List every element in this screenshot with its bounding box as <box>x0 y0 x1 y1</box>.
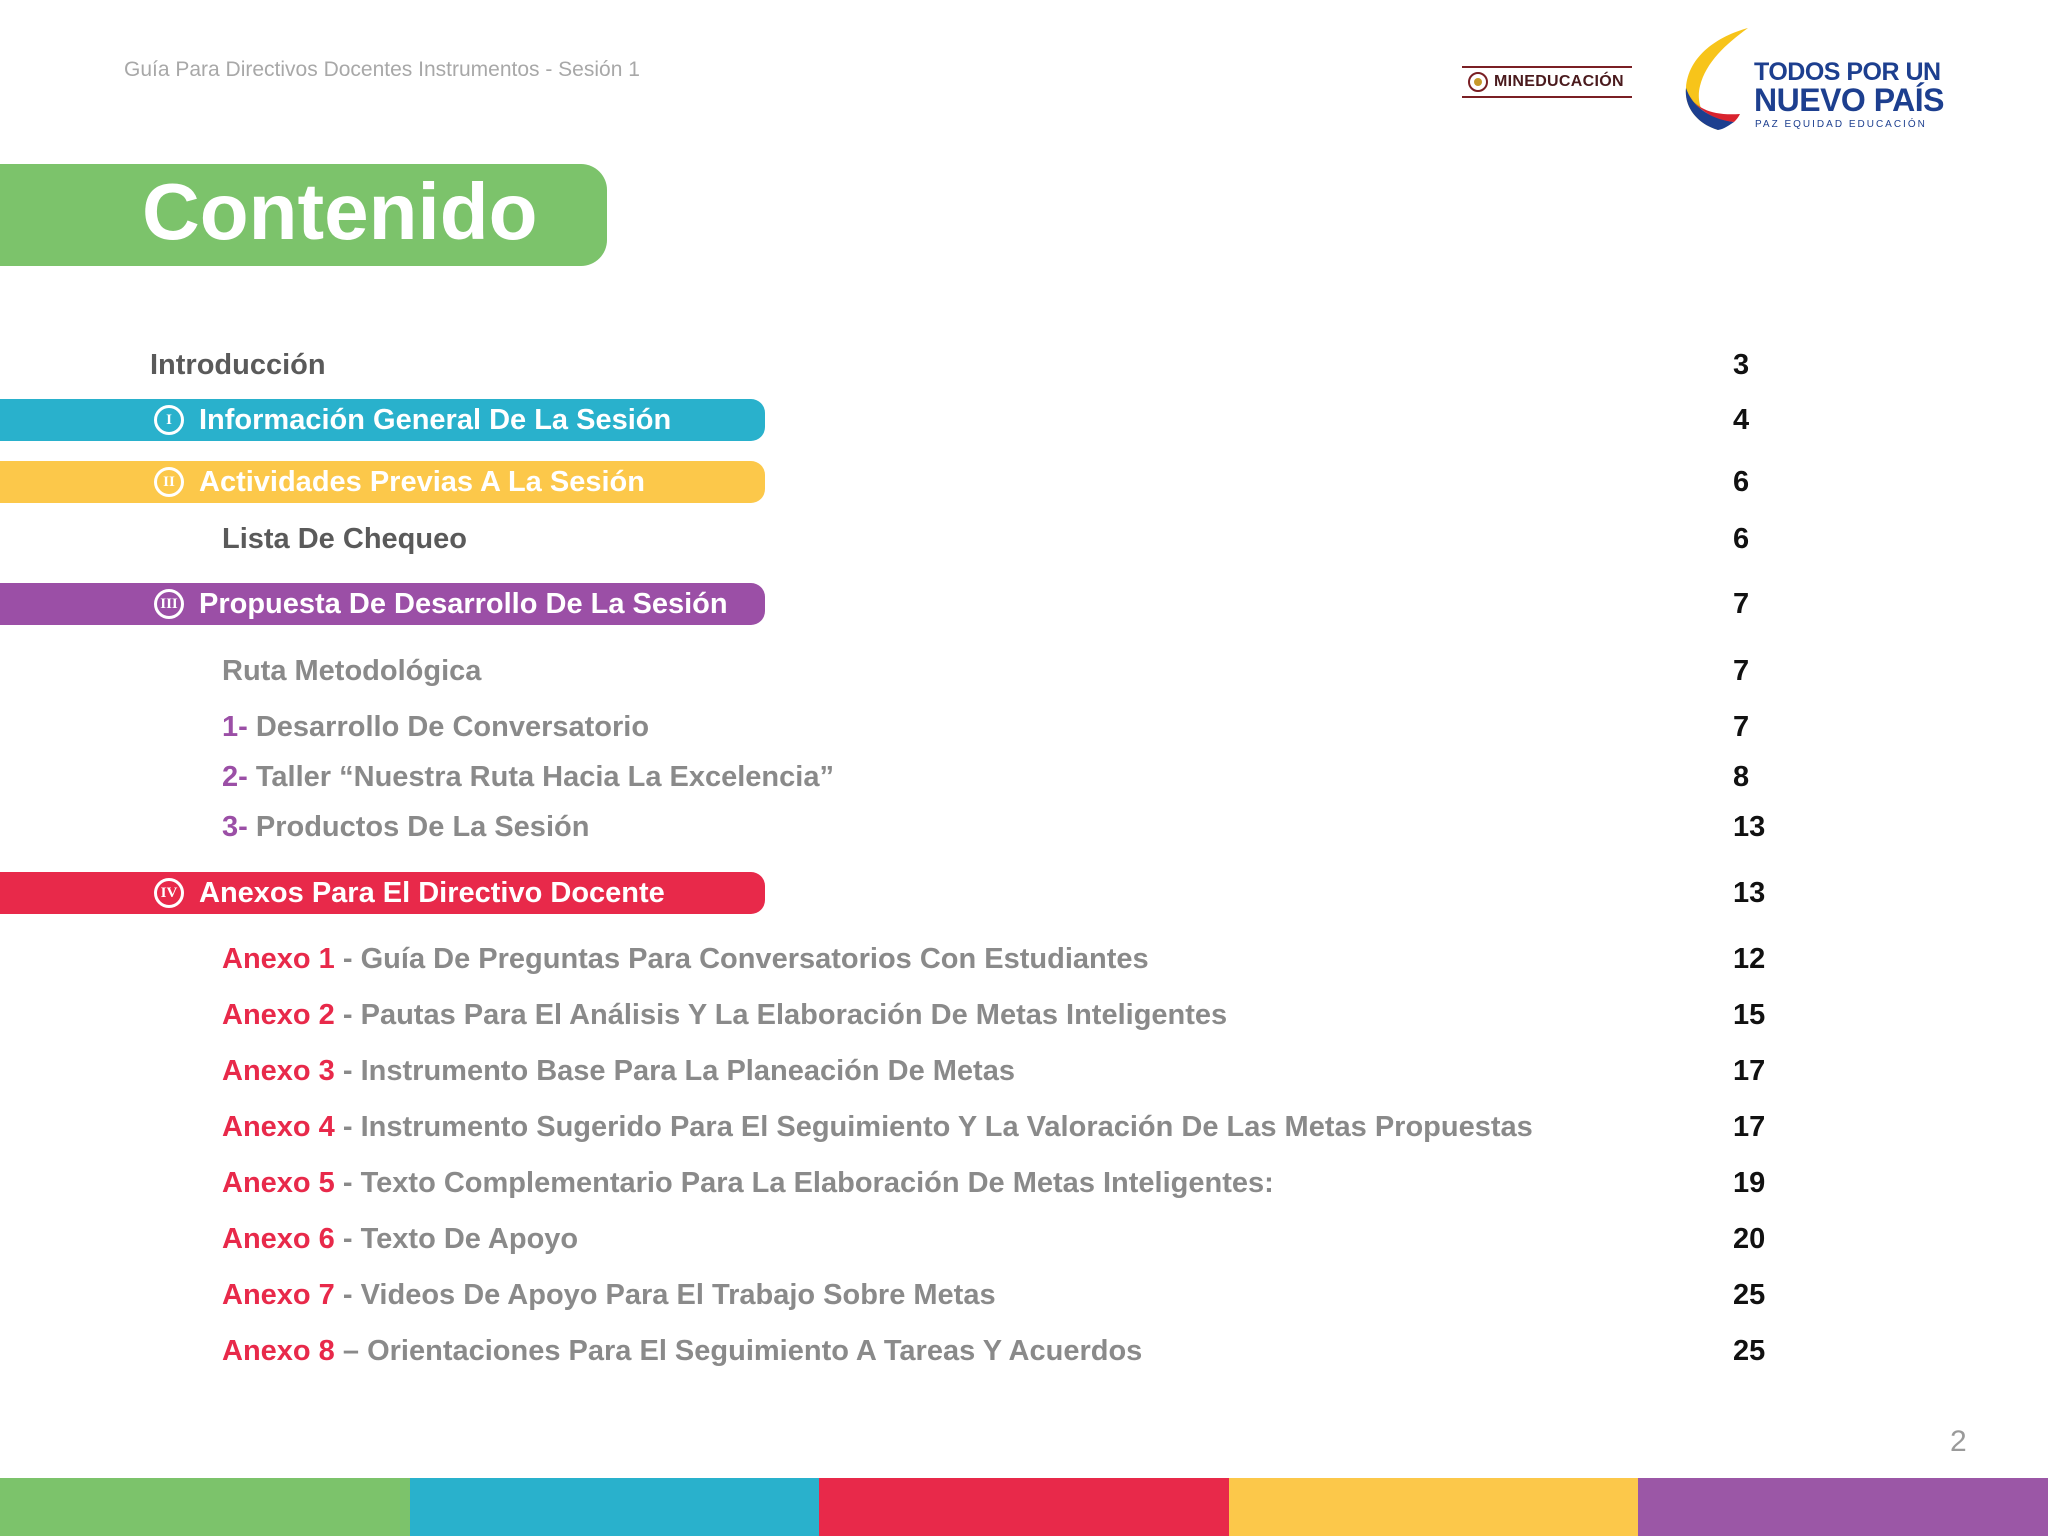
footer-strip-segment <box>410 1478 820 1536</box>
annex-separator: - <box>334 1111 361 1143</box>
toc-label: Propuesta De Desarrollo De La Sesión <box>199 588 728 620</box>
step-number: 1- <box>222 711 248 743</box>
footer-strip-segment <box>0 1478 410 1536</box>
toc-label: Pautas Para El Análisis Y La Elaboración De Metas Inteligentes <box>360 999 1228 1031</box>
annex-separator: - <box>334 1279 361 1311</box>
toc-page-number: 7 <box>1733 655 1750 687</box>
toc-page-number: 15 <box>1733 999 1766 1031</box>
logo-line-3: PAZ EQUIDAD EDUCACIÓN <box>1755 119 1927 130</box>
toc-page-number: 3 <box>1733 349 1750 381</box>
annex-name: Anexo 5 <box>222 1167 335 1199</box>
tricolor-swoosh-icon <box>1678 26 1758 136</box>
annex-name: Anexo 8 <box>222 1335 335 1367</box>
toc-label: Taller “Nuestra Ruta Hacia La Excelencia” <box>247 761 834 793</box>
annex-separator: - <box>334 999 361 1031</box>
roman-numeral-icon: I <box>154 405 184 435</box>
page-title: Contenido <box>142 167 538 256</box>
logo-line-1: TODOS POR UN <box>1754 58 1941 86</box>
annex-separator: - <box>334 1223 361 1255</box>
annex-name: Anexo 2 <box>222 999 335 1031</box>
toc-page-number: 20 <box>1733 1223 1766 1255</box>
toc-label: Introducción <box>150 349 326 381</box>
roman-numeral-icon: II <box>154 467 184 497</box>
toc-label: Instrumento Base Para La Planeación De Metas <box>360 1055 1015 1087</box>
annex-separator: – <box>334 1335 368 1367</box>
toc-label: Guía De Preguntas Para Conversatorios Con Estudiantes <box>360 943 1149 975</box>
toc-label: Lista De Chequeo <box>222 523 467 555</box>
toc-page-number: 6 <box>1733 466 1750 498</box>
logo-line-2: NUEVO PAÍS <box>1754 82 1944 118</box>
coat-of-arms-icon <box>1468 72 1488 92</box>
header-title: Guía Para Directivos Docentes Instrumentos - Sesión 1 <box>124 58 640 81</box>
toc-page-number: 17 <box>1733 1111 1766 1143</box>
toc-label: Ruta Metodológica <box>222 655 482 687</box>
toc-page-number: 25 <box>1733 1335 1766 1367</box>
mineducacion-logo-text: MINEDUCACIÓN <box>1494 73 1624 90</box>
roman-numeral-icon: IV <box>154 878 184 908</box>
annex-name: Anexo 3 <box>222 1055 335 1087</box>
toc-label: Texto De Apoyo <box>360 1223 579 1255</box>
toc-page-number: 12 <box>1733 943 1766 975</box>
annex-separator: - <box>334 1167 361 1199</box>
toc-page-number: 7 <box>1733 711 1750 743</box>
toc-label: Productos De La Sesión <box>247 811 590 843</box>
toc-page-number: 25 <box>1733 1279 1766 1311</box>
footer-color-strip <box>0 1478 2048 1536</box>
toc-label: Texto Complementario Para La Elaboración De Metas Inteligentes: <box>360 1167 1274 1199</box>
toc-label: Videos De Apoyo Para El Trabajo Sobre Metas <box>360 1279 996 1311</box>
mineducacion-logo <box>1462 66 1632 98</box>
toc-label: Información General De La Sesión <box>199 404 672 436</box>
step-number: 2- <box>222 761 248 793</box>
roman-numeral-icon: III <box>154 589 184 619</box>
toc-label: Actividades Previas A La Sesión <box>199 466 645 498</box>
step-number: 3- <box>222 811 248 843</box>
toc-page-number: 8 <box>1733 761 1750 793</box>
page-number: 2 <box>1950 1425 1967 1458</box>
annex-separator: - <box>334 943 361 975</box>
toc-page-number: 19 <box>1733 1167 1766 1199</box>
toc-label: Orientaciones Para El Seguimiento A Tareas Y Acuerdos <box>367 1335 1143 1367</box>
footer-strip-segment <box>1229 1478 1639 1536</box>
toc-label: Instrumento Sugerido Para El Seguimiento Y La Valoración De Las Metas Propuestas <box>360 1111 1533 1143</box>
toc-page-number: 6 <box>1733 523 1750 555</box>
toc-page-number: 17 <box>1733 1055 1766 1087</box>
toc-page-number: 13 <box>1733 811 1766 843</box>
annex-name: Anexo 6 <box>222 1223 335 1255</box>
toc-page-number: 4 <box>1733 404 1750 436</box>
toc-label: Desarrollo De Conversatorio <box>247 711 650 743</box>
annex-separator: - <box>334 1055 361 1087</box>
toc-page-number: 7 <box>1733 588 1750 620</box>
toc-label: Anexos Para El Directivo Docente <box>199 877 665 909</box>
footer-strip-segment <box>819 1478 1229 1536</box>
footer-strip-segment <box>1638 1478 2048 1536</box>
annex-name: Anexo 4 <box>222 1111 335 1143</box>
toc-page-number: 13 <box>1733 877 1766 909</box>
annex-name: Anexo 1 <box>222 943 335 975</box>
annex-name: Anexo 7 <box>222 1279 335 1311</box>
todos-por-un-nuevo-pais-logo <box>1678 26 1944 136</box>
